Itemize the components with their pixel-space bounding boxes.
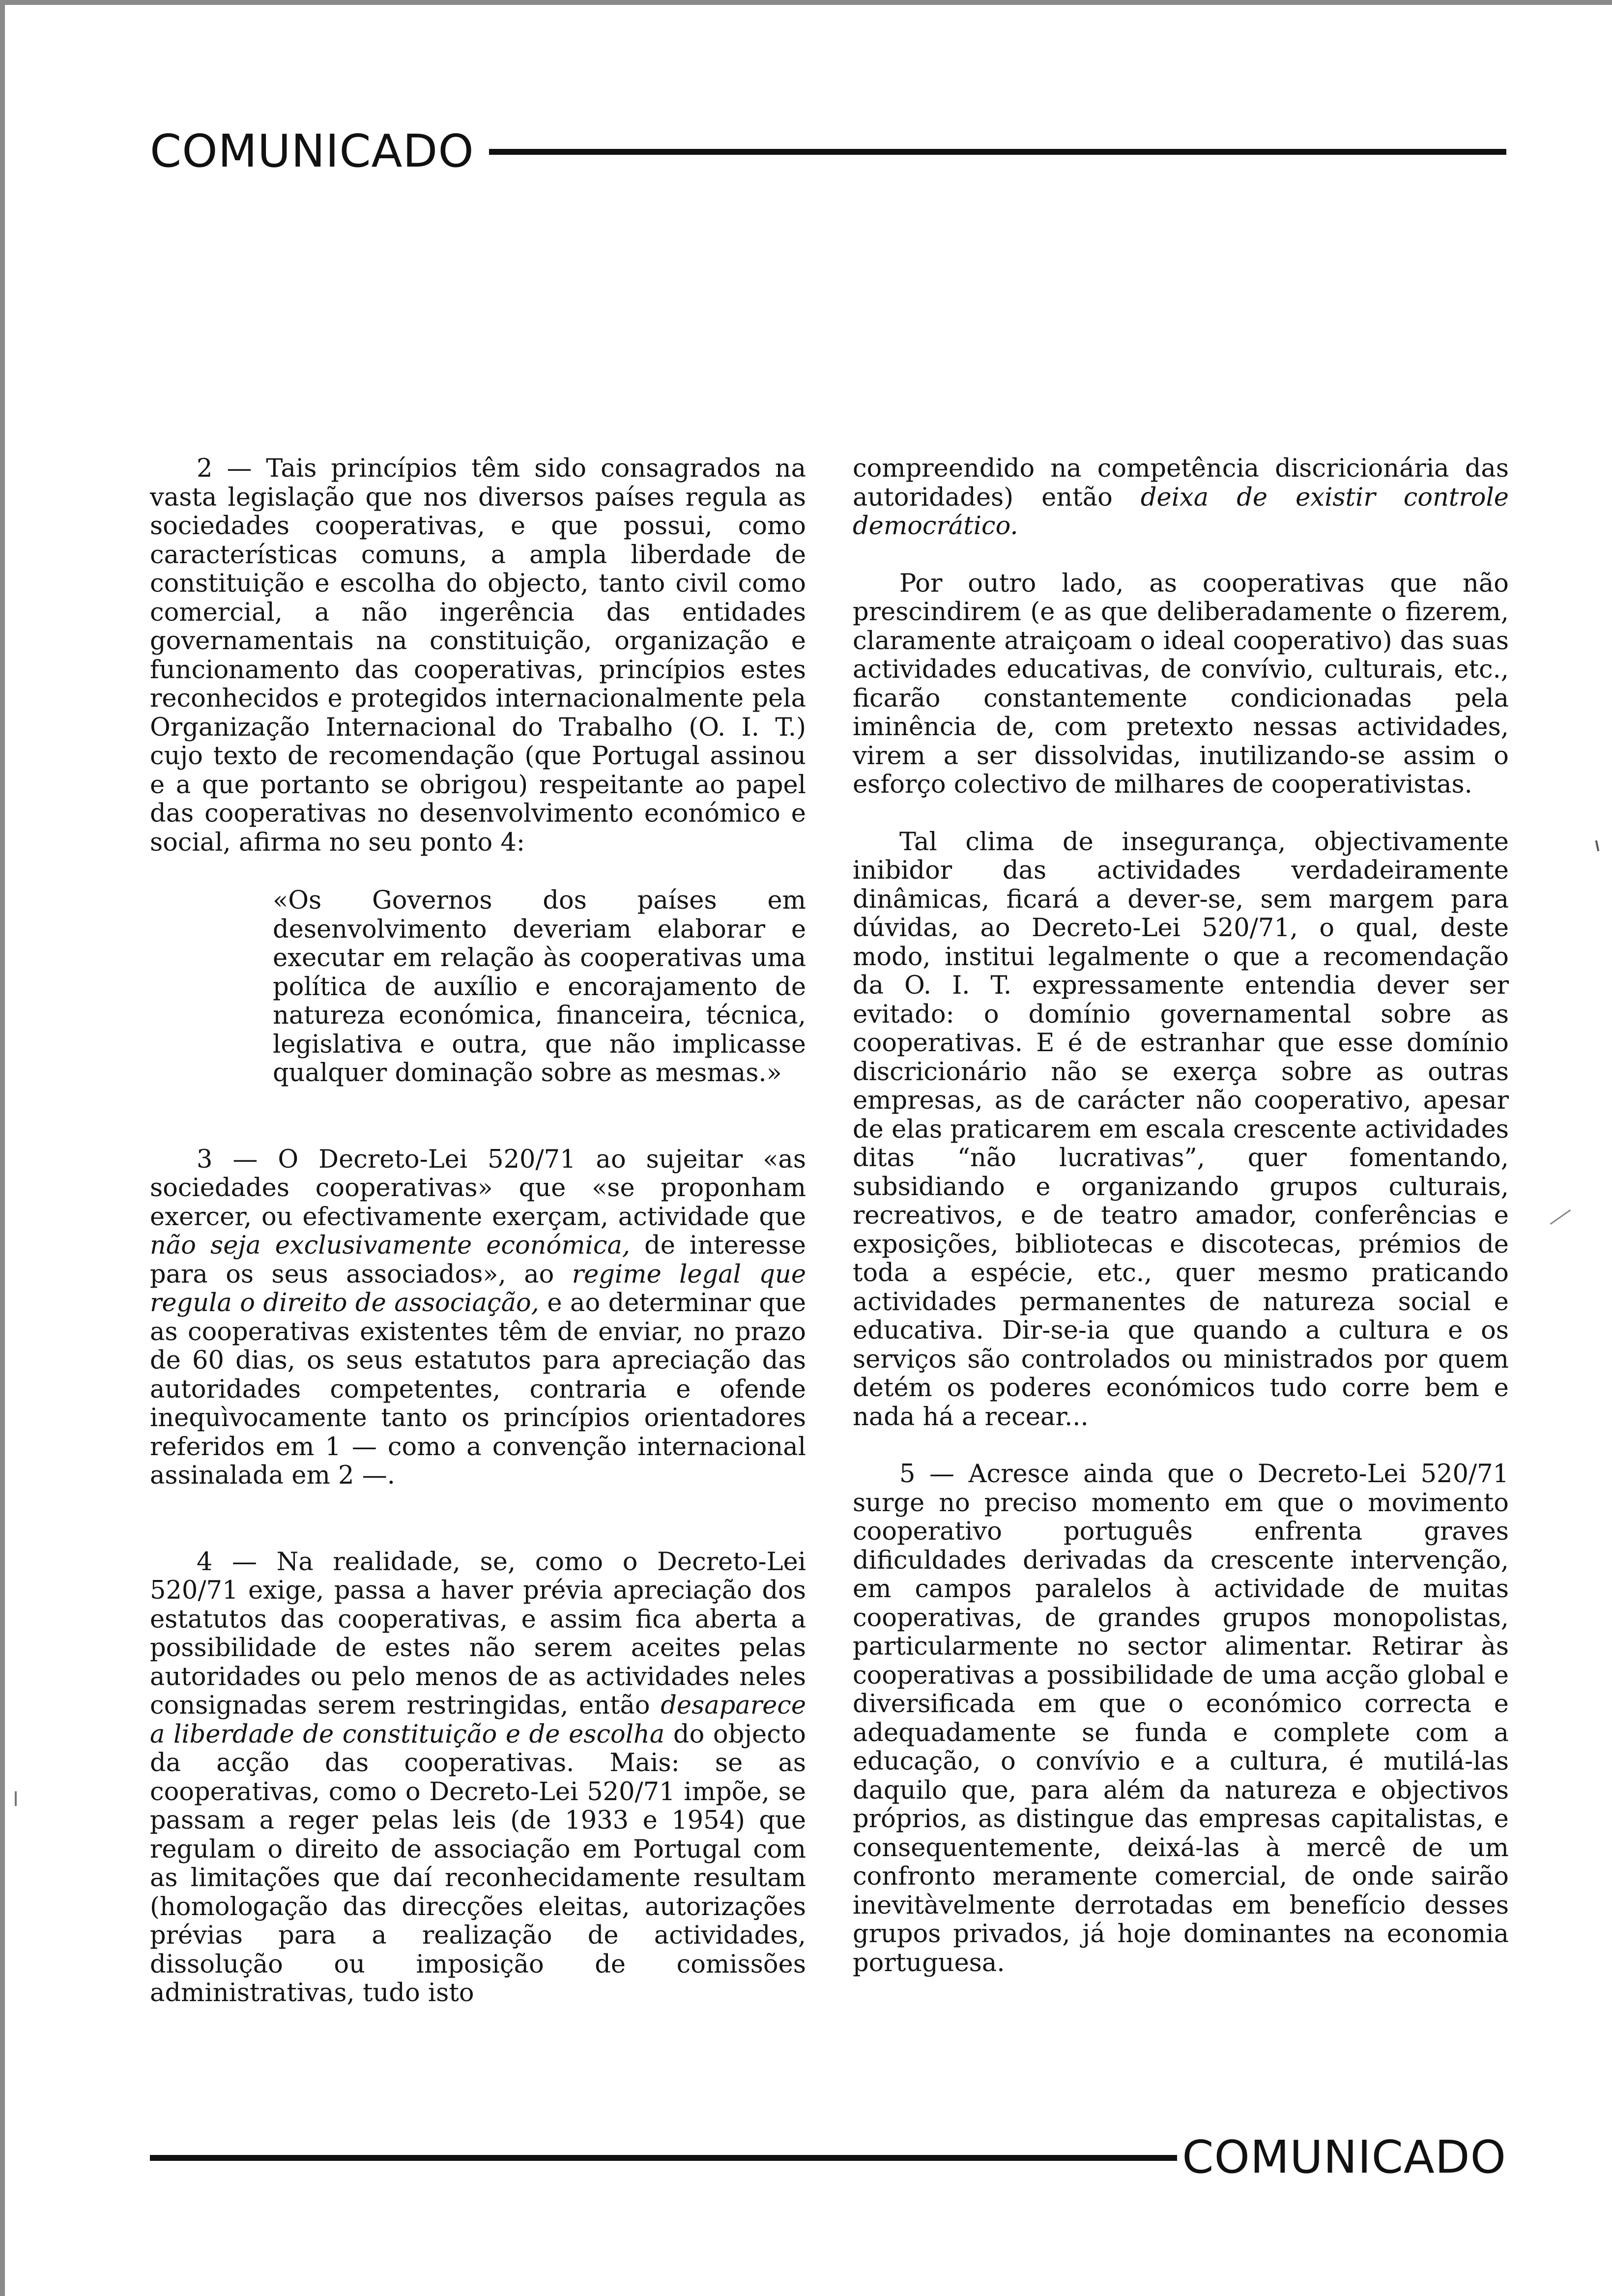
- header-rule: [489, 149, 1506, 155]
- scan-edge-top: [0, 0, 1612, 5]
- paragraph-4-continued: compreendido na competência discricionária das autoridades) então deixa de existir controle democrático.: [853, 454, 1509, 541]
- scan-speck: [15, 1791, 17, 1806]
- paragraph-clima: Tal clima de insegurança, objectivamente inibidor das actividades verdadeiramente dinâmicas, ficará a dever-se, sem margem para dúvidas, ao Decreto-Lei 520/71, o qual, deste modo, institui legalmente o que a recomendação da O. I. T. expressamente entendia dever ser evitado: o domínio governamental sobre as cooperativas. E é de estranhar que esse domínio discricionário não se exerça sobre as outras empresas, as de carácter não cooperativo, apesar de elas praticarem em escala crescente actividades ditas “não lucrativas”, quer fomentando, subsidiando e organizando grupos culturais, recreativos, e de teatro amador, conferências e exposições, bibliotecas e discotecas, prémios de toda a espécie, etc., quer mesmo praticando actividades permanentes de natureza social e educativa. Dir-se-ia que quando a cultura e os serviços são controlados ou ministrados por quem detém os poderes económicos tudo corre bem e nada há a recear...: [853, 827, 1509, 1432]
- paragraph-2: 2 — Tais princípios têm sido consagrados na vasta legislação que nos diversos países regula as sociedades cooperativas, e que possui, como características comuns, a ampla liberdade de constituição e escolha do objecto, tanto civil como comercial, a não ingerência das entidades governamentais na constituição, organização e funcionamento das cooperativas, princípios estes reconhecidos e protegidos internacionalmente pela Organização Internacional do Trabalho (O. I. T.) cujo texto de recomendação (que Portugal assinou e a que portanto se obrigou) respeitante ao papel das cooperativas no desenvolvimento económico e social, afirma no seu ponto 4:: [150, 454, 806, 857]
- scan-edge-left: [0, 0, 5, 2296]
- footer-title: COMUNICADO: [1182, 2131, 1506, 2183]
- paragraph-outro-lado: Por outro lado, as cooperativas que não prescindirem (e as que deliberadamente o fizerem, claramente atraiçoam o ideal cooperativo) das suas actividades educativas, de convívio, culturais, etc., ficarão constantemente condicionadas pela iminência de, com pretexto nessas actividades, virem a ser dissolvidas, inutilizando-se assim o esforço colectivo de milhares de cooperativistas.: [853, 569, 1509, 799]
- footer-rule: [150, 2155, 1177, 2161]
- emphasis-text: regime legal que regula o direito de associação,: [150, 1260, 806, 1318]
- emphasis-text: desaparece a liberdade de constituição e de escolha: [150, 1691, 806, 1749]
- quote-oit: «Os Governos dos países em desenvolvimento deveriam elaborar e executar em relação às cooperativas uma política de auxílio e encorajamento de natureza económica, financeira, técnica, legislativa e outra, que não implicasse qualquer dominação sobre as mesmas.»: [273, 886, 806, 1088]
- paragraph-4: 4 — Na realidade, se, como o Decreto-Lei 520/71 exige, passa a haver prévia apreciação dos estatutos das cooperativas, e assim fica aberta a possibilidade de estes não serem aceites pelas autoridades ou pelo menos de as actividades neles consignadas serem restringidas, então desaparece a liberdade de constituição e de escolha do objecto da acção das cooperativas. Mais: se as cooperativas, como o Decreto-Lei 520/71 impõe, se passam a reger pelas leis (de 1933 e 1954) que regulam o direito de associação em Portugal com as limitações que daí reconhecidamente resultam (homologação das direcções eleitas, autorizações prévias para a realização de actividades, dissolução ou imposição de comissões administrativas, tudo isto: [150, 1547, 806, 2008]
- paragraph-5: 5 — Acresce ainda que o Decreto-Lei 520/71 surge no preciso momento em que o movimento cooperativo português enfrenta graves dificuldades derivadas da crescente intervenção, em campos paralelos à actividade de muitas cooperativas, de grandes grupos monopolistas, particularmente no sector alimentar. Retirar às cooperativas a possibilidade de uma acção global e diversificada em que o económico correcta e adequadamente se funda e complete com a educação, o convívio e a cultura, é mutilá-las daquilo que, para além da natureza e objectivos próprios, as distingue das empresas capitalistas, e consequentemente, deixá-las à mercê de um confronto meramente comercial, de onde sairão inevitàvelmente derrotadas em benefício desses grupos privados, já hoje dominantes na economia portuguesa.: [853, 1460, 1509, 1978]
- left-column: [150, 455, 806, 2008]
- emphasis-text: deixa de existir controle democrático.: [853, 483, 1509, 541]
- header-title: COMUNICADO: [150, 125, 474, 177]
- scan-speck: [1595, 840, 1599, 851]
- page-footer: [150, 2128, 1506, 2187]
- emphasis-text: não seja exclusivamente económica,: [150, 1231, 631, 1260]
- scan-speck: [1550, 1209, 1571, 1225]
- paragraph-3: 3 — O Decreto-Lei 520/71 ao sujeitar «as sociedades cooperativas» que «se proponham exercer, ou efectivamente exerçam, actividade que não seja exclusivamente económica, de interesse para os seus associados», ao regime legal que regula o direito de associação, e ao determinar que as cooperativas existentes têm de enviar, no prazo de 60 dias, os seus estatutos para apreciação das autoridades competentes, contraria e ofende inequìvocamente tanto os princípios orientadores referidos em 1 — como a convenção internacional assinalada em 2 —.: [150, 1145, 806, 1490]
- right-column: [853, 455, 1509, 1978]
- page-header: [150, 122, 1506, 181]
